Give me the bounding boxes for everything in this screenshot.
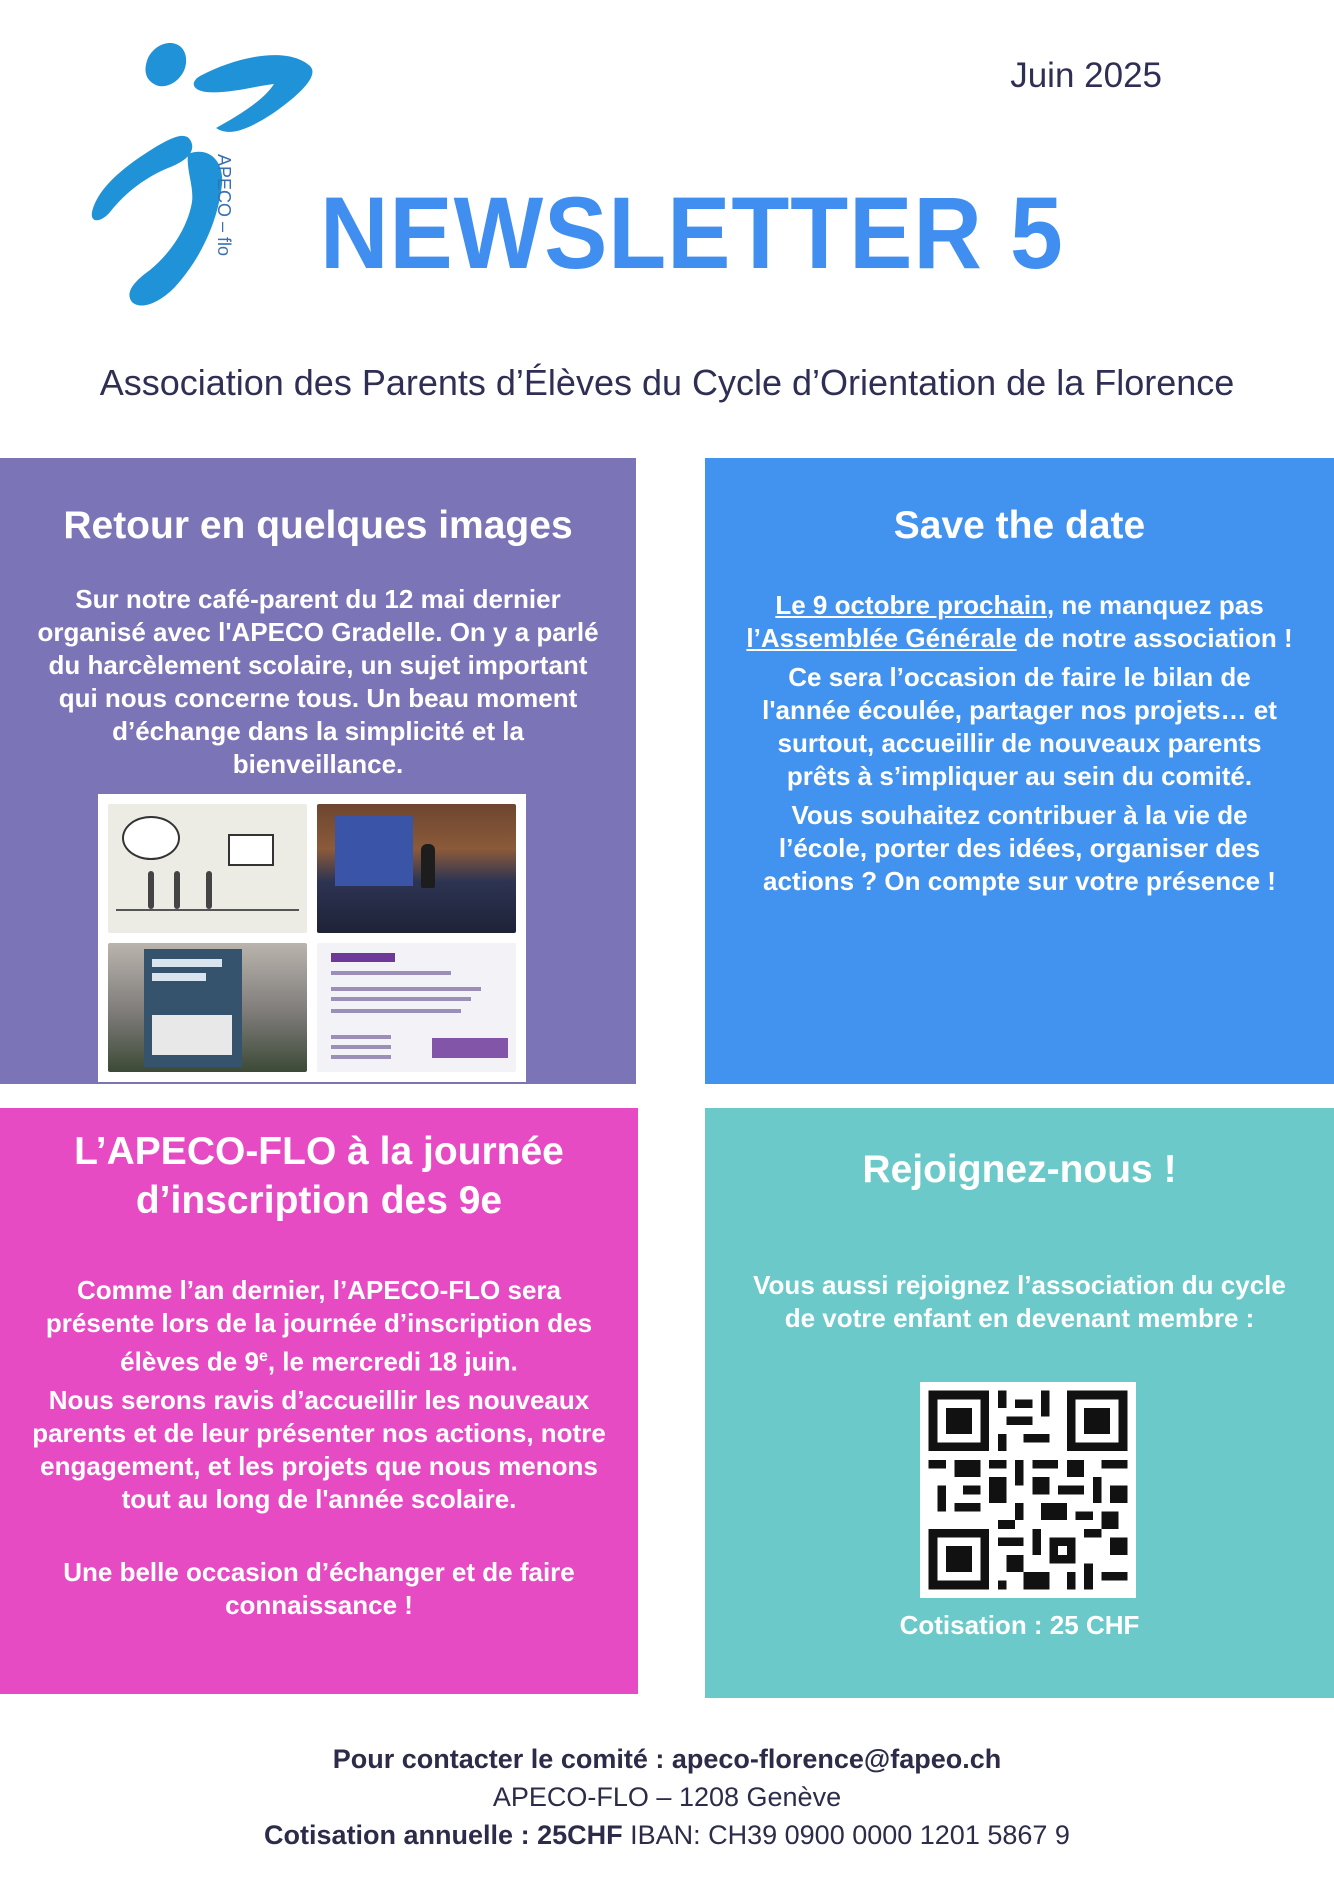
membership-qr-code[interactable] — [920, 1382, 1136, 1598]
event-poster-photo — [108, 943, 307, 1072]
panel-save-the-date — [705, 458, 1334, 1084]
panel-registration-day — [0, 1108, 638, 1694]
panel-text-intro: Le 9 octobre prochain, ne manquez pas l’Assemblée Générale de notre association ! — [746, 589, 1293, 653]
allo-parents-flyer-photo — [317, 943, 516, 1072]
panel-title: Retour en quelques images — [63, 504, 573, 547]
panel-text-call: Vous souhaitez contribuer à la vie de l’école, porter des idées, organiser des actions ? On compte sur votre présence ! — [763, 799, 1276, 896]
panel-text-body: Ce sera l’occasion de faire le bilan de l'année écoulée, partager nos projets… et surtout, accueillir de nouveaux parents prêts à s’impliquer au sein du comité. — [762, 661, 1277, 791]
footer-contact: Pour contacter le comité : apeco-florence@fapeo.ch — [332, 1744, 1002, 1774]
date-link[interactable]: Le 9 octobre prochain — [775, 589, 1047, 620]
cartoon-photo — [108, 804, 307, 933]
newsletter-title: NEWSLETTER 5 — [320, 176, 1064, 290]
apeco-logo — [88, 36, 320, 310]
contact-email-link[interactable]: apeco-florence@fapeo.ch — [671, 1744, 1002, 1774]
panel-title: Rejoignez-nous ! — [862, 1148, 1177, 1191]
issue-date: Juin 2025 — [1010, 56, 1162, 95]
apeco-logo-graphic — [88, 36, 320, 310]
logo-wordmark: APECO – flo — [214, 154, 234, 257]
panel-text-intro: Comme l’an dernier, l’APECO-FLO sera présente lors de la journée d’inscription des élèves de 9e, le mercredi 18 juin. — [45, 1274, 593, 1377]
conference-room-photo — [317, 804, 516, 933]
photo-collage — [98, 794, 526, 1082]
membership-fee: Cotisation : 25 CHF — [899, 1610, 1140, 1640]
panel-text: Vous aussi rejoignez l’association du cycle de votre enfant en devenant membre : — [753, 1269, 1286, 1333]
association-subtitle: Association des Parents d’Élèves du Cycle d’Orientation de la Florence — [99, 362, 1235, 403]
panel-title: L’APECO-FLO à la journée d’inscription des 9e — [74, 1130, 564, 1222]
panel-title: Save the date — [893, 504, 1146, 547]
general-assembly-link[interactable]: l’Assemblée Générale — [746, 622, 1017, 653]
panel-text: Sur notre café-parent du 12 mai dernier organisé avec l'APECO Gradelle. On y a parlé du harcèlement scolaire, un sujet important qui nous concerne tous. Un beau moment d’échange dans la simplicité et la bienveillance. — [37, 583, 599, 779]
qr-code-graphic — [920, 1382, 1136, 1598]
footer-fee-iban: Cotisation annuelle : 25CHF IBAN: CH39 0900 0000 1201 5867 9 — [264, 1820, 1070, 1850]
footer-address: APECO-FLO – 1208 Genève — [492, 1782, 842, 1812]
panel-text-closing: Une belle occasion d’échanger et de faire connaissance ! — [63, 1557, 575, 1621]
panel-text-body: Nous serons ravis d’accueillir les nouveaux parents et de leur présenter nos actions, notre engagement, et les projets que nous menons tout au long de l'année scolaire. — [32, 1385, 606, 1515]
